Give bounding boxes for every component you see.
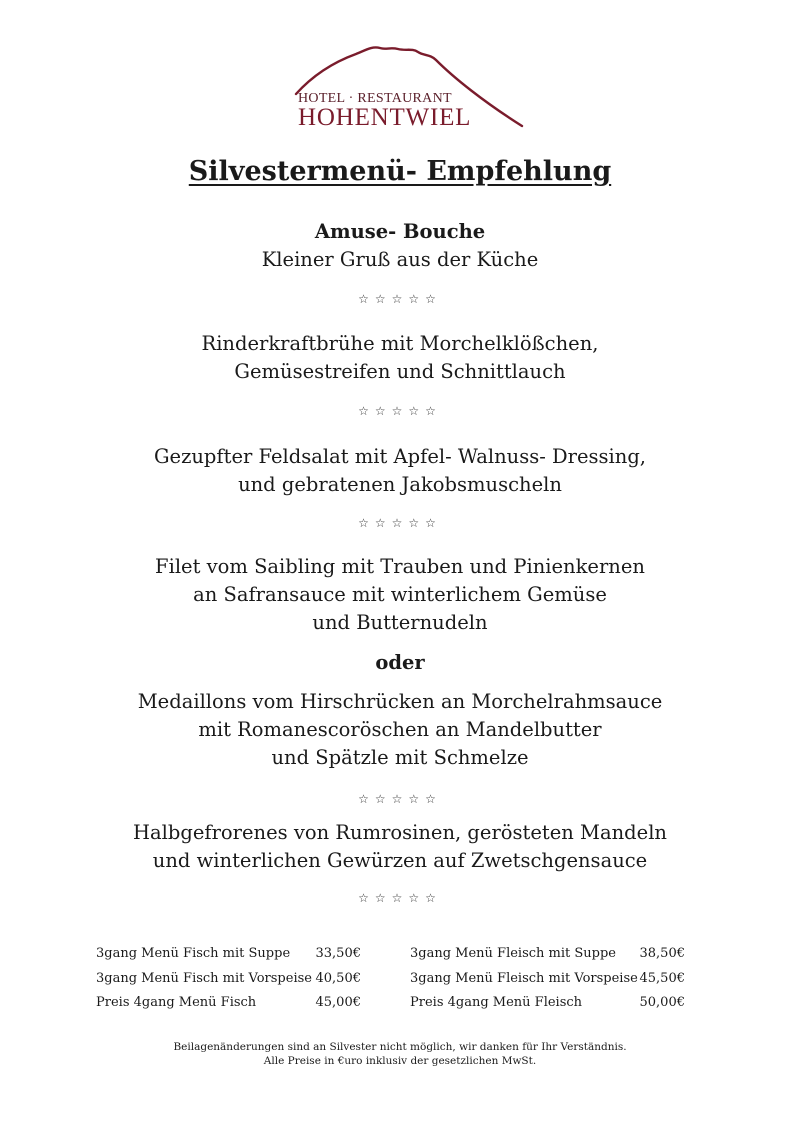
price-label: 3gang Menü Fisch mit Suppe <box>96 946 291 961</box>
price-row <box>410 967 685 992</box>
price-label: Preis 4gang Menü Fisch <box>96 995 257 1010</box>
course-meat <box>0 688 800 772</box>
fish-line: an Safransauce mit winterlichem Gemüse <box>193 583 607 606</box>
price-list-meat <box>410 942 685 1016</box>
footer-line: Beilagenänderungen sind an Silvester nicht möglich, wir danken für Ihr Verständnis. <box>173 1041 627 1053</box>
course-salad <box>0 443 800 499</box>
price-row <box>410 991 685 1016</box>
price-value: 45,00€ <box>315 995 361 1010</box>
price-value: 33,50€ <box>315 946 361 961</box>
soup-line: Gemüsestreifen und Schnittlauch <box>234 360 566 383</box>
logo-subtitle: HOTEL · RESTAURANT <box>298 91 452 106</box>
oder-label: oder <box>375 651 425 674</box>
course-soup <box>0 330 800 386</box>
price-row <box>410 942 685 967</box>
price-label: 3gang Menü Fleisch mit Suppe <box>410 946 616 961</box>
soup-line: Rinderkraftbrühe mit Morchelklößchen, <box>201 332 599 355</box>
footer-note <box>0 1040 800 1068</box>
price-row <box>96 942 361 967</box>
amuse-text: Kleiner Gruß aus der Küche <box>261 248 539 271</box>
price-row <box>96 967 361 992</box>
course-fish <box>0 553 800 637</box>
fish-line: Filet vom Saibling mit Trauben und Pinienkernen <box>155 555 645 578</box>
separator-stars: ☆☆☆☆☆ <box>358 516 442 530</box>
separator-stars: ☆☆☆☆☆ <box>358 404 442 418</box>
dessert-line: Halbgefrorenes von Rumrosinen, gerösteten Mandeln <box>133 821 667 844</box>
hotel-logo <box>294 44 526 132</box>
separator-stars: ☆☆☆☆☆ <box>358 292 442 306</box>
salad-line: Gezupfter Feldsalat mit Apfel- Walnuss- Dressing, <box>153 445 647 468</box>
footer-line: Alle Preise in €uro inklusiv der gesetzlichen MwSt. <box>263 1055 537 1067</box>
course-amuse <box>0 218 800 274</box>
separator-stars: ☆☆☆☆☆ <box>358 792 442 806</box>
course-dessert <box>0 819 800 875</box>
price-value: 50,00€ <box>639 995 685 1010</box>
price-row <box>96 991 361 1016</box>
price-value: 45,50€ <box>639 970 685 986</box>
dessert-line: und winterlichen Gewürzen auf Zwetschgensauce <box>152 849 648 872</box>
meat-line: und Spätzle mit Schmelze <box>271 746 529 769</box>
price-label: Preis 4gang Menü Fleisch <box>410 995 583 1010</box>
price-list-fish <box>96 942 361 1016</box>
price-label: 3gang Menü Fisch mit Vorspeise <box>96 970 312 986</box>
meat-line: Medaillons vom Hirschrücken an Morchelrahmsauce <box>137 690 663 713</box>
salad-line: und gebratenen Jakobsmuscheln <box>238 473 562 496</box>
meat-line: mit Romanescoröschen an Mandelbutter <box>198 718 602 741</box>
price-value: 38,50€ <box>639 946 685 961</box>
price-label: 3gang Menü Fleisch mit Vorspeise <box>410 970 638 986</box>
logo-name: HOHENTWIEL <box>298 104 472 131</box>
amuse-heading: Amuse- Bouche <box>314 220 486 243</box>
fish-line: und Butternudeln <box>312 611 488 634</box>
separator-stars: ☆☆☆☆☆ <box>358 891 442 905</box>
price-value: 40,50€ <box>315 970 361 986</box>
page-title: Silvestermenü- Empfehlung <box>188 156 612 187</box>
